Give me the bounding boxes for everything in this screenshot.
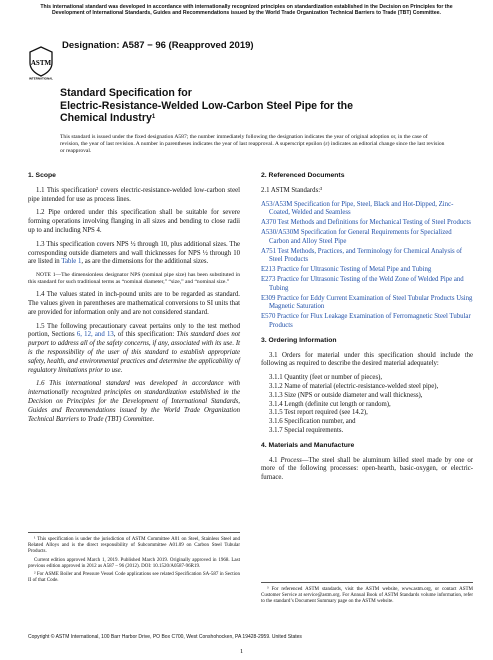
reference-item[interactable]: A530/A530M Specification for General Requirements for Specialized Carbon and Alloy Steel Pipe [261, 228, 452, 245]
scope-1-2: 1.2 Pipe ordered under this specification shall be suitable for severe forming operations involving flanging in all sizes and bending to close radii up to and including NPS 4. [28, 209, 240, 234]
sections-link[interactable]: 6, 12, and 13 [76, 331, 114, 339]
scope-1-5: 1.5 The following precautionary caveat pertains only to the test method portion, Sections 6, 12, and 13, of this specification: This standard does not purport to address all of the safety concerns, if any, associated with its use. It is the responsibility of the user of this standard to establish appropriate safety, health, and environmental practices and determine the applicability of regulatory limitations prior to use. [28, 322, 241, 374]
title-line-2: Electric-Resistance-Welded Low-Carbon Steel Pipe for the [60, 99, 353, 112]
ordering-3-1: 3.1 Orders for material under this specification should include the following as required to describe the desired material adequately: [261, 351, 473, 368]
reference-item[interactable]: E309 Practice for Eddy Current Examination of Steel Tubular Products Using Magnetic Saturation [261, 294, 473, 311]
reference-item[interactable]: E570 Practice for Flux Leakage Examination of Ferromagnetic Steel Tubular Products [261, 313, 471, 329]
designation-note: This standard is issued under the fixed designation A587; the number immediately following the designation indicates the year of original adoption or, in the case of revision, the year of last revision. A number in parentheses indicates the year of last reapproval. A superscript epsilon (ε) indicates an editorial change since the last revision or reapproval. [60, 134, 445, 154]
copyright: Copyright © ASTM International, 100 Barr Harbor Drive, PO Box C700, West Conshohocken, PA 19428-2959. United States [28, 634, 302, 640]
title-line-3: Chemical Industry [60, 112, 152, 125]
list-item: 3.1.3 Size (NPS or outside diameter and wall thickness), [269, 391, 423, 399]
ordering-list [261, 374, 473, 436]
title-line-1: Standard Specification for [60, 87, 192, 99]
reference-list [261, 201, 473, 331]
scope-1-3: 1.3 This specification covers NPS ½ through 10, plus additional sizes. The corresponding outside diameters and wall thicknesses for NPS ½ through 10 are listed in Table 1, as are the dimensions for the additional sizes. [28, 240, 240, 266]
ordering-heading: 3. Ordering Information [261, 336, 337, 344]
svg-text:ASTM: ASTM [30, 59, 52, 67]
list-item: 3.1.6 Specification number, and [269, 418, 356, 426]
scope-heading: 1. Scope [28, 172, 56, 179]
reference-item[interactable]: A370 Test Methods and Definitions for Mechanical Testing of Steel Products [261, 219, 471, 227]
reference-item[interactable]: E213 Practice for Ultrasonic Testing of Metal Pipe and Tubing [261, 266, 432, 274]
wto-notice: This international standard was developed in accordance with internationally recognized principles on standardization established in the Decision on Principles for the Development of International Standards, Guides and Recommendations issued by the World Trade Organization Technical Barriers to Trade (TBT) Committee. [40, 4, 453, 17]
reference-item[interactable]: E273 Practice for Ultrasonic Testing of the Weld Zone of Welded Pipe and Tubing [261, 275, 464, 292]
designation: Designation: A587 − 96 (Reapproved 2019) [62, 40, 254, 51]
references-heading: 2. Referenced Documents [261, 172, 345, 179]
astm-standards-label: 2.1 ASTM Standards:³ [261, 186, 323, 194]
list-item: 3.1.2 Name of material (electric-resistance-welded steel pipe), [269, 382, 439, 390]
footnotes-right [261, 582, 473, 608]
scope-1-6: 1.6 This international standard was developed in accordance with internationally recognized principles on standardization established in the Decision on Principles for the Development of International Standards, Guides and Recommendations issued by the World Trade Organization Technical Barriers to Trade (TBT) Committee. [28, 380, 240, 423]
materials-heading: 4. Materials and Manufacture [261, 441, 355, 449]
standard-title [60, 87, 450, 125]
scope-1-1: 1.1 This specification² covers electric-resistance-welded low-carbon steel pipe intended for use as process lines. [28, 186, 240, 203]
left-column [28, 172, 240, 429]
note-1: NOTE 1—The dimensionless designator NPS (nominal pipe size) has been substituted in this standard for such traditional terms as “nominal diameter,” “size,” and “nominal size.” [28, 272, 240, 286]
footnotes-left [28, 532, 240, 586]
list-item: 3.1.4 Length (definite cut length or random), [269, 400, 391, 408]
footnote-edition: Current edition approved March 1, 2019. Published March 2019. Originally approved in 1968. Last previous edition approved in 2012 as A587 – 96 (2012). DOI: 10.1520/A0587-96R19. [28, 557, 240, 569]
svg-text:INTERNATIONAL: INTERNATIONAL [28, 76, 54, 80]
list-item: 3.1.5 Test report required (see 14.2), [269, 409, 368, 417]
reference-item[interactable]: A751 Test Methods, Practices, and Terminology for Chemical Analysis of Steel Products [261, 247, 462, 264]
reference-item[interactable]: A53/A53M Specification for Pipe, Steel, Black and Hot-Dipped, Zinc-Coated, Welded and Seamless [261, 200, 454, 217]
list-item: 3.1.1 Quantity (feet or number of pieces), [269, 374, 383, 382]
footnote-3: ³ For referenced ASTM standards, visit the ASTM website, www.astm.org, or contact ASTM Customer Service at service@astm.org. For Annual Book of ASTM Standards volume information, refer to the standard’s Document Summary page on the ASTM website. [261, 587, 473, 605]
footnote-1: ¹ This specification is under the jurisdiction of ASTM Committee A01 on Steel, Stainless Steel and Related Alloys and is the direct responsibility of Subcommittee A01.09 on Carbon Steel Tubular Products. [28, 537, 240, 555]
footnote-2: ² For ASME Boiler and Pressure Vessel Code applications see related Specification SA-587 in Section II of that Code. [28, 572, 240, 584]
title-footnote-mark: 1 [151, 114, 156, 121]
scope-1-4: 1.4 The values stated in inch-pound units are to be regarded as standard. The values given in parentheses are mathematical conversions to SI units that are provided for information only and are not considered standard. [28, 291, 240, 316]
list-item: 3.1.7 Special requirements. [269, 426, 344, 434]
astm-logo-icon [28, 46, 54, 80]
page-number: 1 [240, 648, 244, 655]
materials-4-1: 4.1 Process—The steel shall be aluminum killed steel made by one or more of the following processes: open-hearth, basic-oxygen, or electric-furnace. [261, 456, 473, 482]
right-column [261, 172, 473, 488]
table-1-link[interactable]: Table 1 [61, 258, 82, 266]
